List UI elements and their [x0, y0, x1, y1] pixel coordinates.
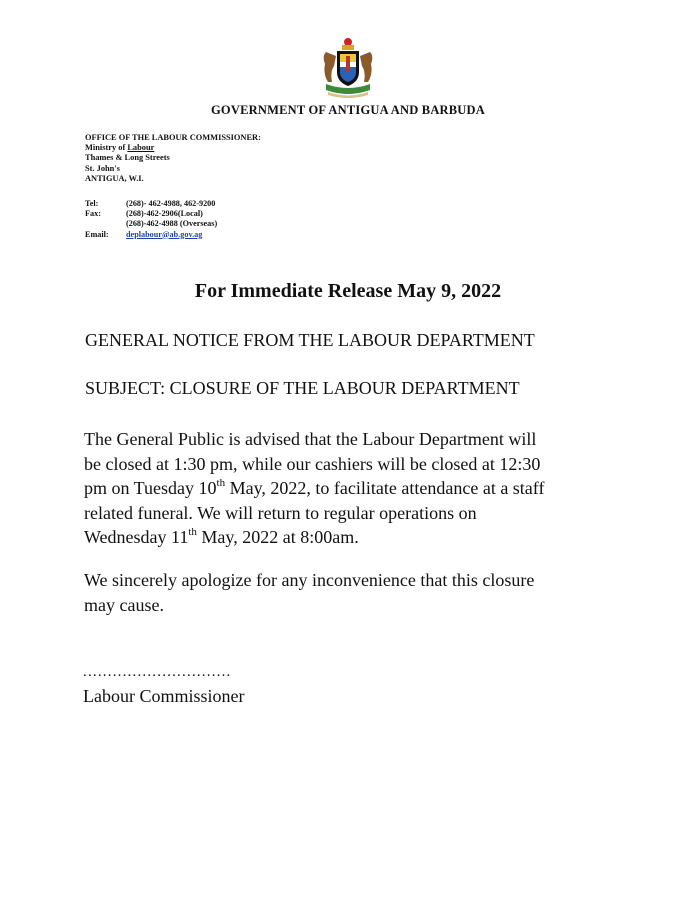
- paragraph-line: be closed at 1:30 pm, while our cashiers will be closed at 12:30: [84, 453, 541, 474]
- signature-line: ..............................: [83, 664, 232, 680]
- paragraph-line: The General Public is advised that the Labour Department will: [84, 429, 537, 449]
- wednesday-date-text: Wednesday 11: [84, 527, 189, 547]
- fax-label: Fax:: [85, 209, 101, 219]
- fax-local-value: (268)-462-2906(Local): [126, 209, 203, 219]
- ministry-name: Labour: [127, 143, 155, 153]
- antigua-barbuda-coat-of-arms-icon: [318, 36, 378, 100]
- ordinal-suffix: th: [216, 477, 226, 489]
- street-line: Thames & Long Streets: [85, 153, 170, 163]
- country-line: ANTIGUA, W.I.: [85, 173, 144, 183]
- apology-paragraph: [84, 568, 664, 617]
- fax-spacer: [85, 219, 126, 229]
- contact-block: [85, 199, 217, 240]
- ordinal-suffix: th: [188, 526, 197, 538]
- subject-heading: SUBJECT: CLOSURE OF THE LABOUR DEPARTMENT: [85, 378, 520, 398]
- tel-row: [85, 199, 217, 209]
- closure-paragraph: [84, 427, 664, 550]
- paragraph-line: [84, 525, 664, 550]
- tuesday-date-rest: May, 2022, to facilitate attendance at a staff: [225, 478, 545, 498]
- email-row: [85, 230, 217, 240]
- tel-label: Tel:: [85, 199, 99, 208]
- notice-heading: GENERAL NOTICE FROM THE LABOUR DEPARTMENT: [85, 330, 535, 350]
- email-label: Email:: [85, 229, 109, 239]
- email-link[interactable]: deplabour@ab.gov.ag: [126, 229, 203, 239]
- ministry-line: [85, 143, 261, 153]
- office-title: OFFICE OF THE LABOUR COMMISSIONER:: [85, 133, 261, 142]
- fax-overseas-value: (268)-462-4988 (Overseas): [126, 219, 218, 229]
- wednesday-date-rest: May, 2022 at 8:00am.: [196, 527, 359, 547]
- city-line: St. John's: [85, 163, 120, 173]
- fax-overseas-row: [85, 219, 217, 229]
- signer-title: Labour Commissioner: [83, 686, 245, 706]
- office-address-block: [85, 133, 261, 184]
- paragraph-line: [84, 476, 664, 501]
- fax-row: [85, 209, 217, 219]
- government-title: GOVERNMENT OF ANTIGUA AND BARBUDA: [211, 103, 485, 117]
- ministry-prefix: Ministry of: [85, 143, 128, 153]
- paragraph-line: We sincerely apologize for any inconvenience that this closure: [84, 570, 535, 590]
- tel-value: (268)- 462-4988, 462-9200: [126, 199, 216, 208]
- release-heading: For Immediate Release May 9, 2022: [194, 280, 502, 302]
- paragraph-line: related funeral. We will return to regular operations on: [84, 502, 477, 523]
- tuesday-date-text: pm on Tuesday 10: [84, 478, 217, 498]
- paragraph-line: may cause.: [84, 594, 164, 615]
